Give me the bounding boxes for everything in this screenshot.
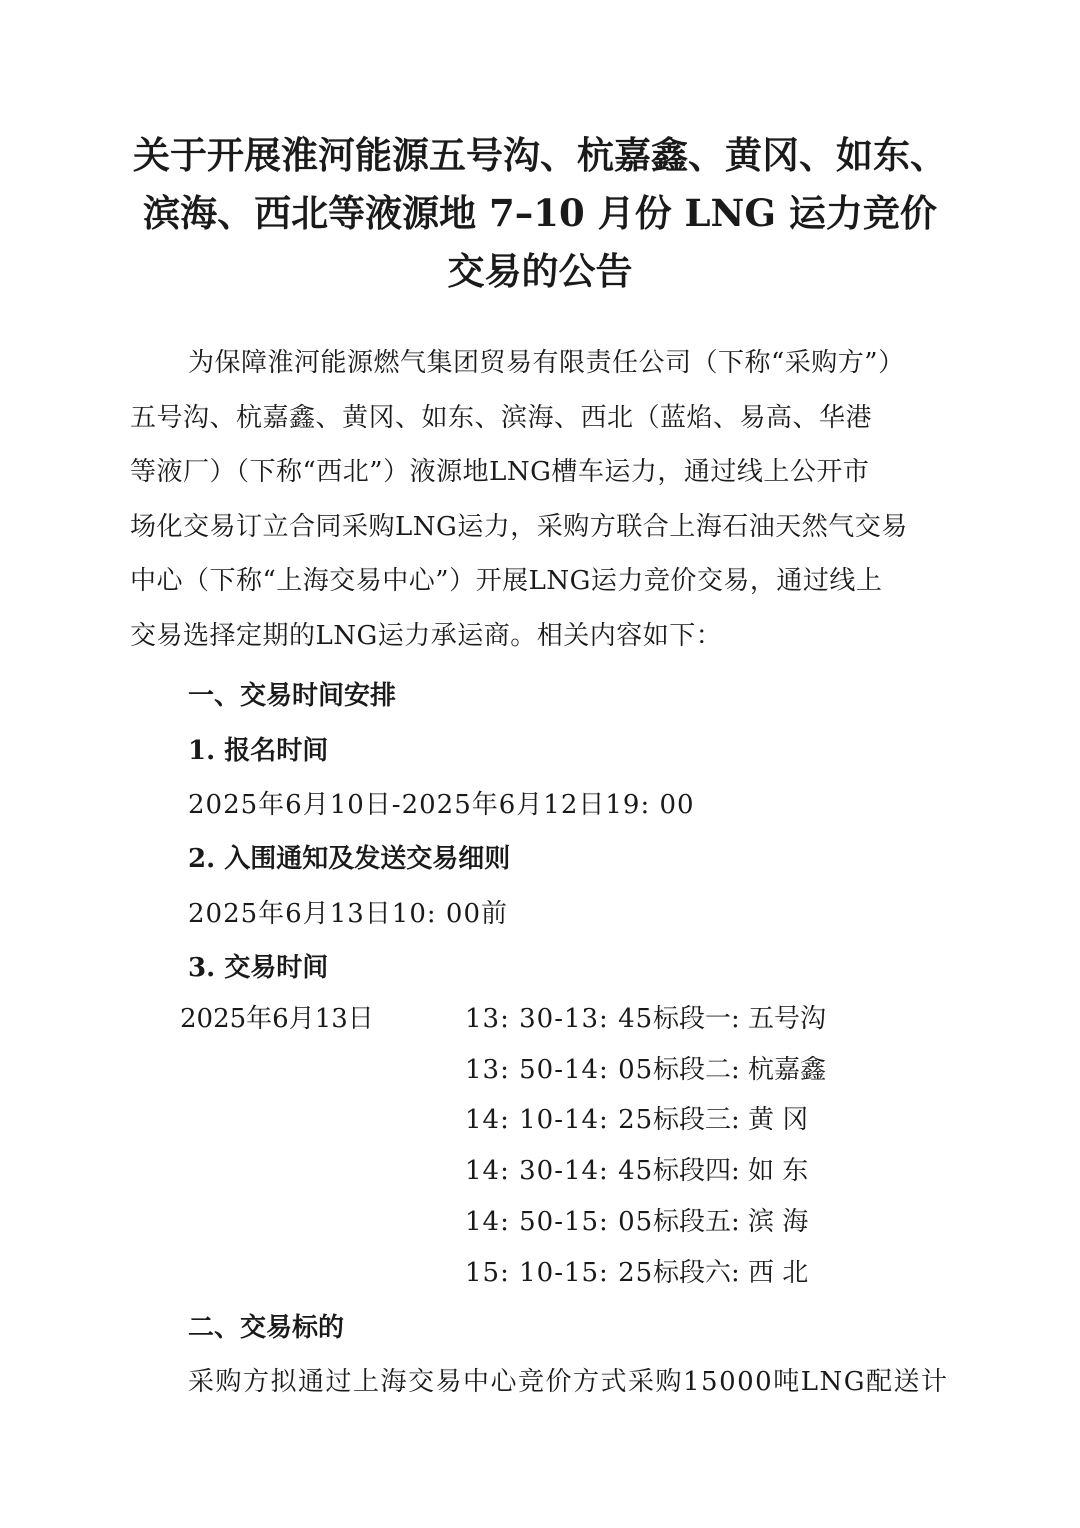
schedule-segment: 标段四: 如 东 xyxy=(653,1156,809,1186)
title-line-2: 滨海、西北等液源地 7–10 月份 LNG 运力竞价 xyxy=(143,191,937,235)
section-1-heading: 一、交易时间安排 xyxy=(188,681,397,711)
section-2-text: 采购方拟通过上海交易中心竞价方式采购15000吨LNG配送计 xyxy=(188,1367,949,1397)
title-line-3: 交易的公告 xyxy=(447,249,633,293)
registration-time: 2025年6月10日-2025年6月12日19: 00 xyxy=(188,790,695,820)
schedule-time: 13: 50-14: 05 xyxy=(465,1055,654,1085)
sub-3-heading: 3. 交易时间 xyxy=(188,953,329,983)
intro-line-6: 交易选择定期的LNG运力承运商。相关内容如下： xyxy=(130,620,723,651)
schedule-segment: 标段五: 滨 海 xyxy=(653,1207,809,1237)
schedule-time: 14: 30-14: 45 xyxy=(465,1156,654,1186)
title-line-1: 关于开展淮河能源五号沟、杭嘉鑫、黄冈、如东、 xyxy=(133,133,947,177)
intro-paragraph xyxy=(130,336,960,663)
schedule-time: 14: 10-14: 25 xyxy=(465,1105,654,1135)
schedule-row xyxy=(465,998,826,1035)
schedule-time: 14: 50-15: 05 xyxy=(465,1207,654,1237)
intro-line-1: 为保障淮河能源燃气集团贸易有限责任公司（下称“采购方”） xyxy=(188,348,905,378)
intro-line-4: 场化交易订立合同采购LNG运力，采购方联合上海石油天然气交易 xyxy=(130,511,908,542)
schedule-time: 15: 10-15: 25 xyxy=(465,1258,654,1288)
notification-time: 2025年6月13日10: 00前 xyxy=(188,899,508,929)
schedule-time: 13: 30-13: 45 xyxy=(465,1004,654,1034)
schedule-row xyxy=(465,1049,826,1086)
document-title xyxy=(100,126,980,300)
intro-line-5: 中心（下称“上海交易中心”）开展LNG运力竞价交易，通过线上 xyxy=(130,566,883,596)
schedule-segment: 标段六: 西 北 xyxy=(653,1258,809,1288)
schedule-row xyxy=(465,1201,808,1238)
sub-2-heading: 2. 入围通知及发送交易细则 xyxy=(188,844,511,874)
sub-1-heading: 1. 报名时间 xyxy=(188,736,329,766)
schedule-segment: 标段三: 黄 冈 xyxy=(653,1105,809,1135)
trading-date: 2025年6月13日 xyxy=(180,1004,374,1034)
intro-line-2: 五号沟、杭嘉鑫、黄冈、如东、滨海、西北（蓝焰、易高、华港 xyxy=(130,402,873,433)
schedule-segment: 标段二: 杭嘉鑫 xyxy=(653,1055,827,1085)
schedule-segment: 标段一: 五号沟 xyxy=(653,1004,827,1034)
section-2-heading: 二、交易标的 xyxy=(188,1313,345,1343)
schedule-row xyxy=(465,1099,808,1136)
intro-line-3: 等液厂）（下称“西北”）液源地LNG槽车运力，通过线上公开市 xyxy=(130,457,870,487)
schedule-row xyxy=(465,1252,808,1289)
schedule-row xyxy=(465,1150,808,1187)
